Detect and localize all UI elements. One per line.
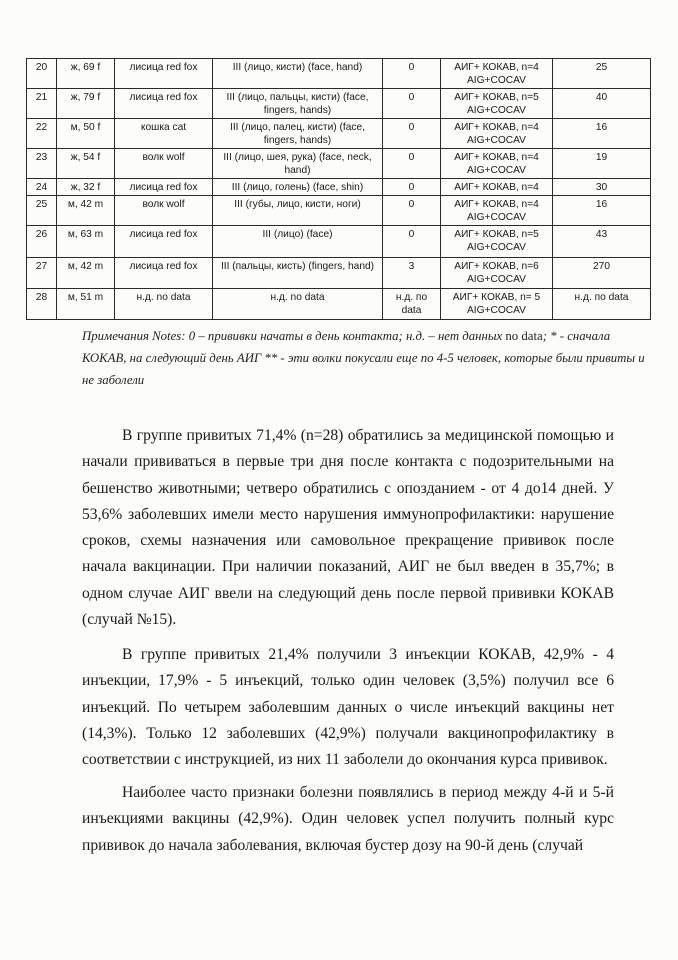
cell-animal: н.д. no data	[115, 289, 213, 320]
cell-sex-age: м, 50 f	[57, 119, 115, 149]
cell-prophylaxis: АИГ+ КОКАВ, n=6 AIG+COCAV	[441, 258, 553, 289]
cell-sex-age: м, 42 m	[57, 258, 115, 289]
cell-incubation: 16	[553, 119, 651, 149]
cell-incubation: 30	[553, 179, 651, 196]
cell-prophylaxis: АИГ+ КОКАВ, n= 5 AIG+COCAV	[441, 289, 553, 320]
cell-exposure-category: III (губы, лицо, кисти, ноги)	[213, 196, 383, 226]
cases-table-body	[27, 59, 651, 320]
cell-animal: волк wolf	[115, 196, 213, 226]
cell-delay-days: 0	[383, 119, 441, 149]
cell-sex-age: м, 51 m	[57, 289, 115, 320]
notes-text-1: Примечания Notes: 0 – прививки начаты в день контакта; н.д. – нет данных	[82, 329, 506, 343]
cell-incubation: 43	[553, 226, 651, 258]
cell-animal: лисица red fox	[115, 226, 213, 258]
cell-delay-days: 0	[383, 59, 441, 89]
cell-incubation: 270	[553, 258, 651, 289]
cell-exposure-category: III (лицо, голень) (face, shin)	[213, 179, 383, 196]
cell-sex-age: ж, 79 f	[57, 89, 115, 119]
table-row	[27, 59, 651, 89]
cell-incubation: 25	[553, 59, 651, 89]
cell-delay-days: 0	[383, 149, 441, 179]
cell-case-number: 22	[27, 119, 57, 149]
notes-text-3: ; * - сначала КОКАВ, на следующий день АИГ ** - эти волки покусали еще по 4-5 человек, которые были привиты и не заболели	[82, 329, 645, 387]
cell-case-number: 27	[27, 258, 57, 289]
cell-exposure-category: н.д. no data	[213, 289, 383, 320]
cell-delay-days: 0	[383, 196, 441, 226]
cell-animal: лисица red fox	[115, 59, 213, 89]
cell-prophylaxis: АИГ+ КОКАВ, n=4 AIG+COCAV	[441, 149, 553, 179]
cell-animal: кошка cat	[115, 119, 213, 149]
cell-prophylaxis: АИГ+ КОКАВ, n=4 AIG+COCAV	[441, 119, 553, 149]
cell-delay-days: 3	[383, 258, 441, 289]
table-row	[27, 149, 651, 179]
cell-prophylaxis: АИГ+ КОКАВ, n=5 AIG+COCAV	[441, 89, 553, 119]
cell-case-number: 20	[27, 59, 57, 89]
cell-prophylaxis: АИГ+ КОКАВ, n=5 AIG+COCAV	[441, 226, 553, 258]
cell-case-number: 24	[27, 179, 57, 196]
cell-animal: волк wolf	[115, 149, 213, 179]
cell-delay-days: 0	[383, 179, 441, 196]
cell-case-number: 26	[27, 226, 57, 258]
cell-animal: лисица red fox	[115, 258, 213, 289]
table-row	[27, 89, 651, 119]
table-row	[27, 196, 651, 226]
cell-incubation: 40	[553, 89, 651, 119]
table-row	[27, 258, 651, 289]
cell-delay-days: 0	[383, 89, 441, 119]
cell-sex-age: ж, 54 f	[57, 149, 115, 179]
cell-case-number: 28	[27, 289, 57, 320]
cell-exposure-category: III (лицо, пальцы, кисти) (face, fingers, hands)	[213, 89, 383, 119]
cell-exposure-category: III (лицо, шея, рука) (face, neck, hand)	[213, 149, 383, 179]
body-paragraph: В группе привитых 71,4% (n=28) обратились за медицинской помощью и начали прививаться в первые три дня после контакта с подозрительными на бешенство животными; четверо обратились с опозданием - от 4 до14 дней. У 53,6% заболевших имели место нарушения иммунопрофилактики: нарушение сроков, схемы назначения или самовольное прекращение прививок после начала вакцинации. При наличии показаний, АИГ не был введен в 35,7%; в одном случае АИГ ввели на следующий день после первой прививки КОКАВ (случай №15).	[82, 427, 614, 629]
cell-sex-age: м, 42 m	[57, 196, 115, 226]
table-row	[27, 289, 651, 320]
cell-exposure-category: III (лицо, кисти) (face, hand)	[213, 59, 383, 89]
cell-animal: лисица red fox	[115, 179, 213, 196]
cell-incubation: 16	[553, 196, 651, 226]
cell-exposure-category: III (лицо) (face)	[213, 226, 383, 258]
table-notes	[82, 325, 652, 391]
cell-prophylaxis: АИГ+ КОКАВ, n=4 AIG+COCAV	[441, 196, 553, 226]
cases-table	[26, 58, 651, 320]
cell-sex-age: м, 63 m	[57, 226, 115, 258]
cell-exposure-category: III (лицо, палец, кисти) (face, fingers, hands)	[213, 119, 383, 149]
cell-delay-days: н.д. по data	[383, 289, 441, 320]
cell-animal: лисица red fox	[115, 89, 213, 119]
cell-incubation: н.д. по data	[553, 289, 651, 320]
cell-delay-days: 0	[383, 226, 441, 258]
cell-incubation: 19	[553, 149, 651, 179]
cell-prophylaxis: АИГ+ КОКАВ, n=4 AIG+COCAV	[441, 59, 553, 89]
cell-prophylaxis: АИГ+ КОКАВ, n=4	[441, 179, 553, 196]
cell-case-number: 25	[27, 196, 57, 226]
notes-text-2: no data	[505, 329, 543, 343]
cell-case-number: 23	[27, 149, 57, 179]
table-row	[27, 119, 651, 149]
table-row	[27, 179, 651, 196]
body-paragraph: Наиболее часто признаки болезни появлялись в период между 4-й и 5-й инъекциями вакцины (42,9%). Один человек успел получить полный курс прививок до начала заболевания, включая бустер дозу на 90-й день (случай	[82, 784, 614, 854]
cell-sex-age: ж, 32 f	[57, 179, 115, 196]
body-paragraph: В группе привитых 21,4% получили 3 инъекции КОКАВ, 42,9% - 4 инъекции, 17,9% - 5 инъекций, только один человек (3,5%) получил все 6 инъекций. По четырем заболевшим данных о числе инъекций вакцины нет (14,3%). Только 12 заболевших (42,9%) получали вакцинопрофилактику в соответствии с инструкцией, из них 11 заболели до окончания курса прививок.	[82, 646, 614, 769]
cell-case-number: 21	[27, 89, 57, 119]
cell-sex-age: ж, 69 f	[57, 59, 115, 89]
cell-exposure-category: III (пальцы, кисть) (fingers, hand)	[213, 258, 383, 289]
table-row	[27, 226, 651, 258]
